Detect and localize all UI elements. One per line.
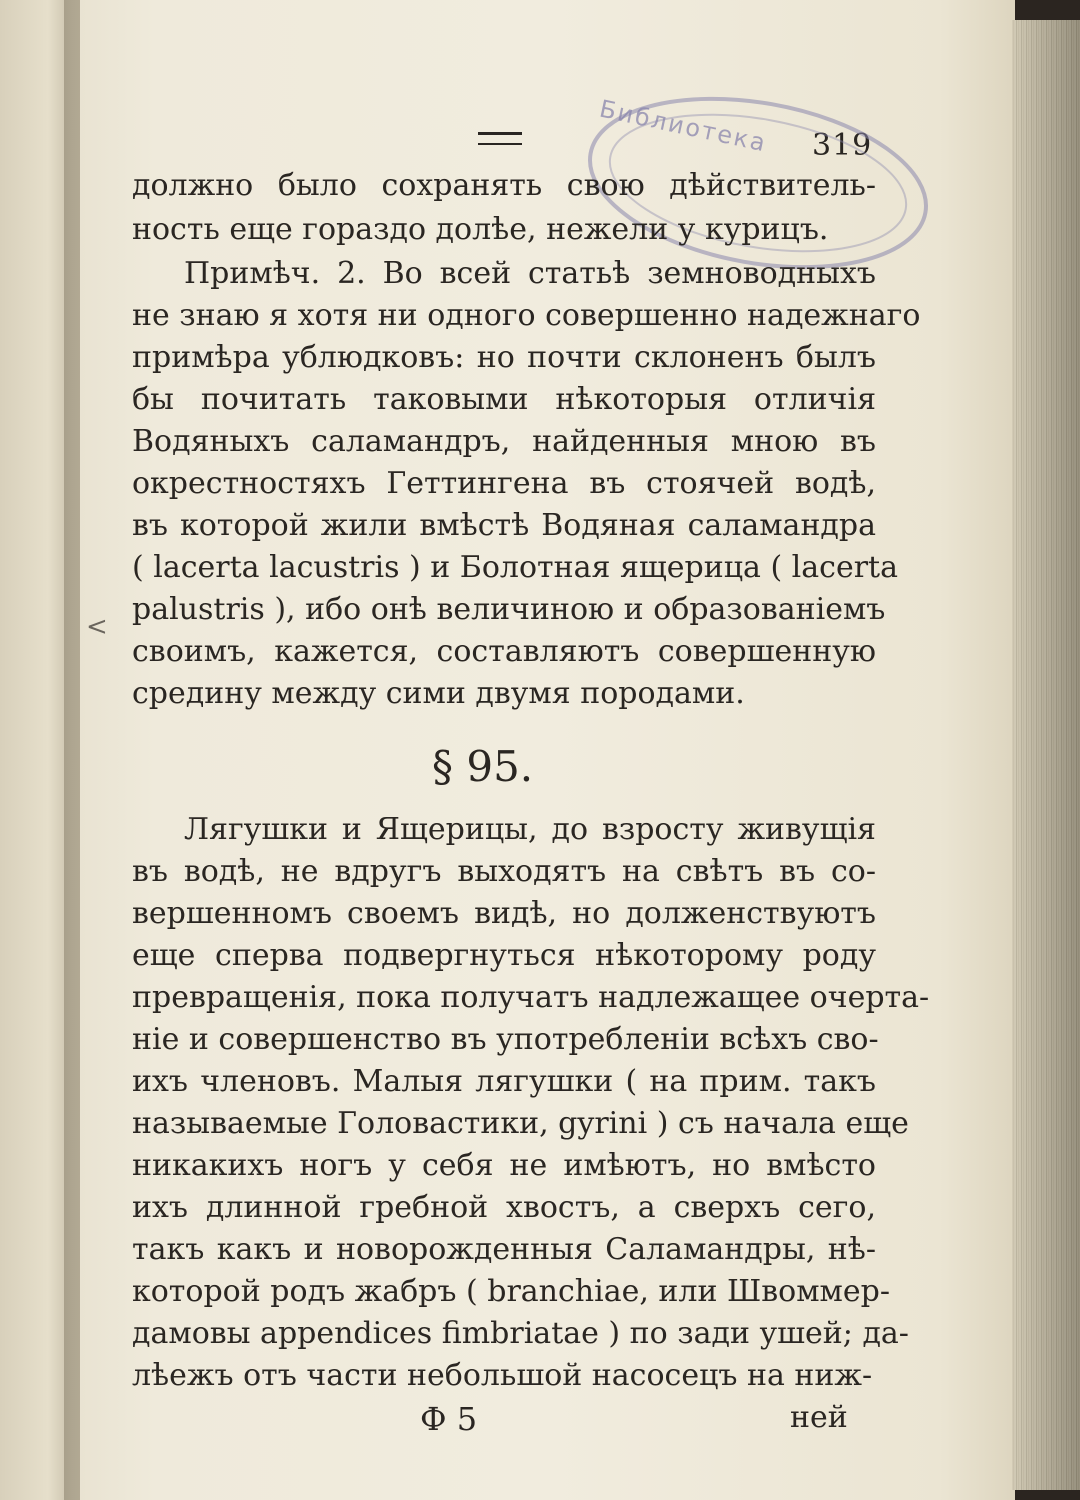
text-line: своимъ, кажется, составляютъ совершенную [132, 634, 876, 669]
header-rule [478, 132, 522, 145]
printer-signature: Ф 5 [420, 1400, 478, 1438]
stamp-text: Библиотека [596, 94, 770, 158]
text-line: ность еще гораздо долѣе, нежели у курицъ. [132, 212, 829, 247]
text-line: не знаю я хотя ни одного совершенно надежнаго [132, 298, 921, 333]
text-line: никакихъ ногъ у себя не имѣютъ, но вмѣсто [132, 1148, 876, 1183]
text-line: Водяныхъ саламандръ, найденныя мною въ [132, 424, 876, 459]
text-line: palustris ), ибо онѣ величиною и образованіемъ [132, 592, 886, 627]
text-line: ихъ длинной гребной хвостъ, а сверхъ сего, [132, 1190, 876, 1225]
text-line: примѣра ублюдковъ: но почти склоненъ былъ [132, 340, 876, 375]
text-line: ихъ членовъ. Малыя лягушки ( на прим. такъ [132, 1064, 876, 1099]
section-heading: § 95. [432, 742, 534, 791]
text-line: ( lacerta lacustris ) и Болотная ящерица ( lacerta [132, 550, 898, 585]
text-line: ніе и совершенство въ употребленіи всѣхъ сво- [132, 1022, 879, 1057]
text-line: въ водѣ, не вдругъ выходятъ на свѣтъ въ со- [132, 854, 876, 889]
text-line: дамовы appendices fimbriatae ) по зади ушей; да- [132, 1316, 909, 1351]
text-line: называемые Головастики, gyrini ) съ начала еще [132, 1106, 909, 1141]
text-line: еще сперва подвергнуться нѣкоторому роду [132, 938, 876, 973]
text-line: въ которой жили вмѣстѣ Водяная саламандра [132, 508, 876, 543]
text-line: бы почитать таковыми нѣкоторыя отличія [132, 382, 876, 417]
text-line: лѣежъ отъ части небольшой насосецъ на ниж- [132, 1358, 873, 1393]
text-line: вершенномъ своемъ видѣ, но долженствуютъ [132, 896, 876, 931]
text-line: превращенія, пока получатъ надлежащее очерта- [132, 980, 930, 1015]
text-line: Лягушки и Ящерицы, до взросту живущія [184, 812, 876, 847]
page-edges-shade [1012, 20, 1080, 1490]
margin-mark: < [86, 612, 108, 642]
text-line: окрестностяхъ Геттингена въ стоячей водѣ, [132, 466, 876, 501]
text-line: Примѣч. 2. Во всей статьѣ земноводныхъ [184, 256, 876, 291]
text-line: должно было сохранять свою дѣйствитель- [132, 168, 876, 203]
text-line: средину между сими двумя породами. [132, 676, 745, 711]
page-number: 319 [812, 128, 873, 163]
text-line: которой родъ жабръ ( branchiae, или Швоммер- [132, 1274, 890, 1309]
catchword: ней [790, 1400, 848, 1435]
text-line: такъ какъ и новорожденныя Саламандры, нѣ- [132, 1232, 876, 1267]
